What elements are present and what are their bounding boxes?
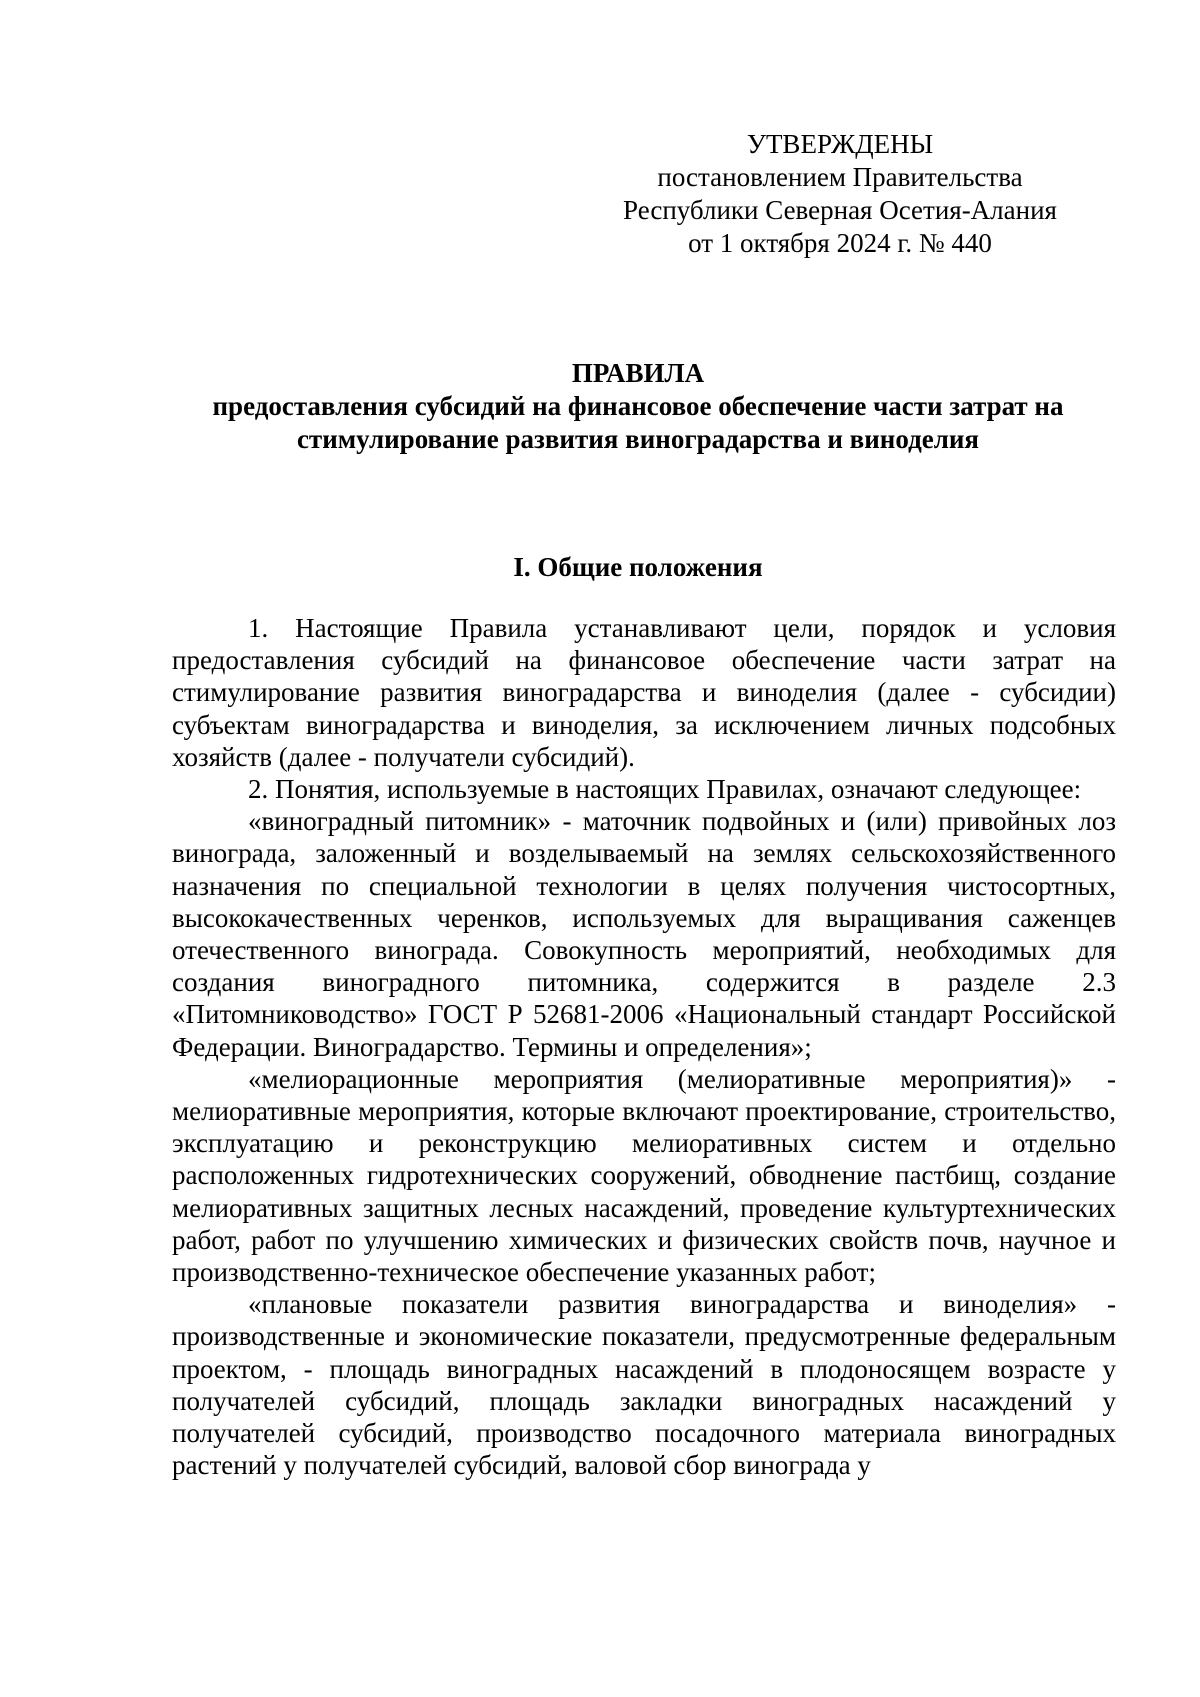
definition-land-reclamation: «мелиорационные мероприятия (мелиоративные мероприятия)» - мелиоративные мероприятия, которые включают проектирование, строительство, эксплуатацию и реконструкцию мелиоративных систем и отдельно расположенных гидротехнических сооружений, обводнение пастбищ, создание мелиоративных защитных лесных насаждений, проведение культуртехнических работ, работ по улучшению химических и физических свойств почв, научное и производственно-техническое обеспечение указанных работ; bbox=[172, 1063, 1116, 1288]
document-title bbox=[160, 357, 1116, 456]
approval-line-date-number: от 1 октября 2024 г. № 440 bbox=[688, 228, 992, 258]
approval-line-decree: постановлением Правительства bbox=[657, 162, 1023, 192]
definition-vineyard-nursery: «виноградный питомник» - маточник подвойных и (или) привойных лоз винограда, заложенный и возделываемый на землях сельскохозяйственного назначения по специальной технологии в целях получения чистосортных, высококачественных черенков, используемых для выращивания саженцев отечественного винограда. Совокупность мероприятий, необходимых для создания виноградного питомника, содержится в разделе 2.3 «Питомниководство» ГОСТ Р 52681-2006 «Национальный стандарт Российской Федерации. Виноградарство. Термины и определения»; bbox=[172, 806, 1116, 1062]
paragraph-1-purpose: 1. Настоящие Правила устанавливают цели, порядок и условия предоставления субсидий на финансовое обеспечение части затрат на стимулирование развития виноградарства и виноделия (далее - субсидии) субъектам виноградарства и виноделия, за исключением личных подсобных хозяйств (далее - получатели субсидий). bbox=[172, 613, 1116, 772]
title-heading: ПРАВИЛА bbox=[571, 358, 705, 388]
paragraph-2-definitions-intro: 2. Понятия, используемые в настоящих Правилах, означают следующее: bbox=[248, 774, 1082, 805]
approval-line-republic: Республики Северная Осетия-Алания bbox=[623, 195, 1057, 225]
document-body bbox=[172, 612, 1116, 1481]
approval-line-approved: УТВЕРЖДЕНЫ bbox=[746, 129, 934, 159]
approval-stamp bbox=[590, 128, 1090, 260]
title-line-1: предоставления субсидий на финансовое обеспечение части затрат на bbox=[212, 391, 1064, 421]
definition-planned-indicators: «плановые показатели развития виноградарства и виноделия» - производственные и экономические показатели, предусмотренные федеральным проектом, - площадь виноградных насаждений в плодоносящем возрасте у получателей субсидий, площадь закладки виноградных насаждений у получателей субсидий, производство посадочного материала виноградных растений у получателей субсидий, валовой сбор винограда у bbox=[172, 1289, 1116, 1481]
section-heading-general: I. Общие положения bbox=[513, 552, 763, 582]
title-line-2: стимулирование развития виноградарства и виноделия bbox=[296, 424, 980, 454]
